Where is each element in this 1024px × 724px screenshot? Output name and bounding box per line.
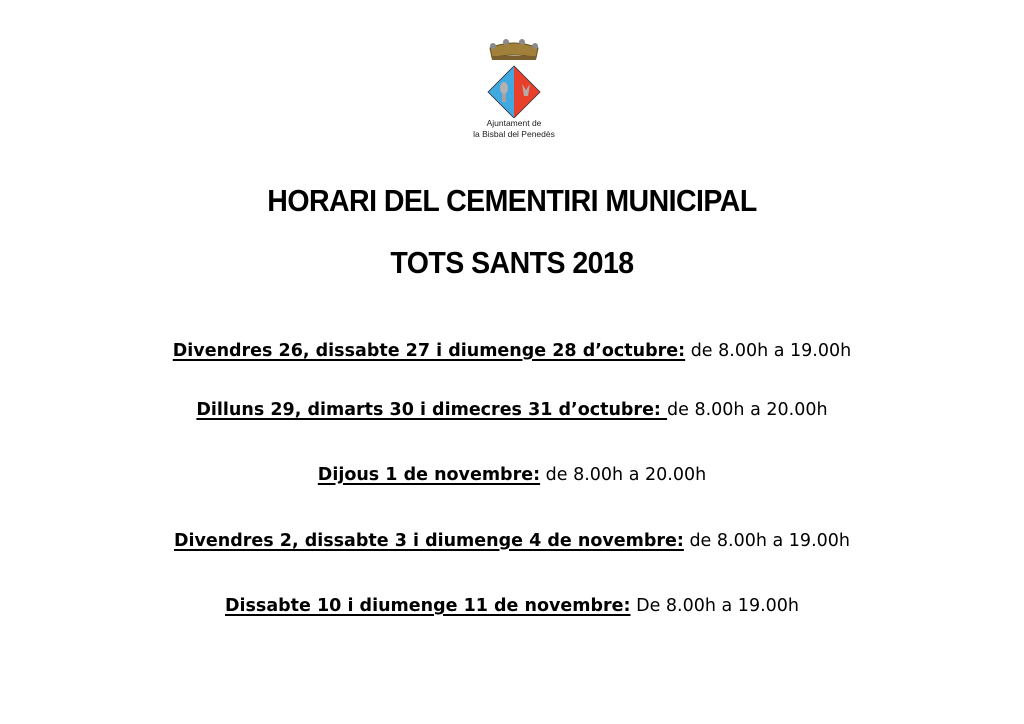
schedule-hours: de 8.00h a 20.00h bbox=[540, 465, 707, 485]
schedule-hours: de 8.00h a 19.00h bbox=[683, 531, 850, 551]
schedule-hours: de 8.00h a 19.00h bbox=[685, 341, 852, 361]
schedule-dates: Divendres 26, dissabte 27 i diumenge 28 d’octubre: bbox=[172, 341, 686, 361]
schedule-row bbox=[0, 341, 1024, 361]
schedule-hours: de 8.00h a 20.00h bbox=[667, 400, 828, 420]
schedule-row bbox=[0, 400, 1024, 420]
logo-caption-line1: Ajuntament de bbox=[486, 118, 542, 128]
schedule-row bbox=[0, 596, 1024, 616]
logo-caption bbox=[462, 118, 566, 140]
schedule-dates: Divendres 2, dissabte 3 i diumenge 4 de novembre: bbox=[173, 531, 684, 551]
schedule-dates: Dilluns 29, dimarts 30 i dimecres 31 d’octubre: bbox=[196, 400, 668, 420]
schedule-row bbox=[0, 465, 1024, 485]
schedule-dates: Dissabte 10 i diumenge 11 de novembre: bbox=[224, 596, 631, 616]
schedule-row bbox=[0, 531, 1024, 551]
coat-of-arms-icon bbox=[462, 36, 566, 118]
page-subtitle: TOTS SANTS 2018 bbox=[390, 245, 634, 280]
schedule-dates: Dijous 1 de novembre: bbox=[317, 465, 541, 485]
logo-caption-line2: la Bisbal del Penedès bbox=[473, 129, 555, 139]
municipal-logo bbox=[462, 36, 566, 146]
page-title: HORARI DEL CEMENTIRI MUNICIPAL bbox=[267, 183, 757, 218]
schedule-hours: De 8.00h a 19.00h bbox=[630, 596, 799, 616]
